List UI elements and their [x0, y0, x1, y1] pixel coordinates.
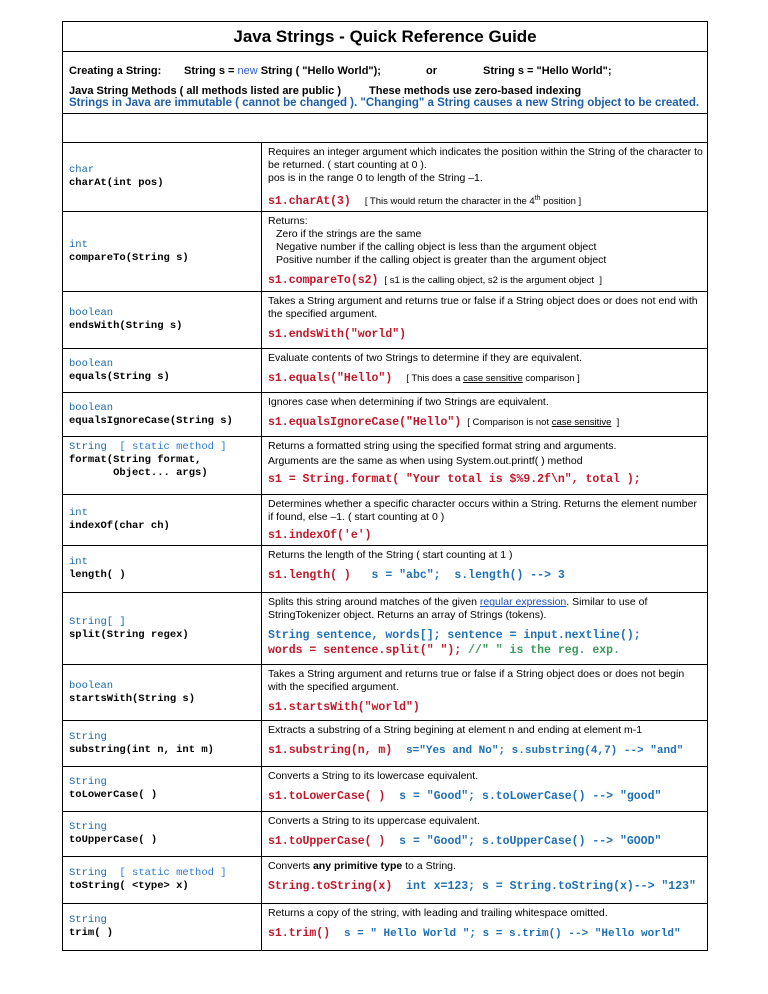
example-usage: int x=123; s = String.toString(x)--> "123": [406, 880, 696, 894]
method-signature: length( ): [69, 569, 126, 582]
table-row: [63, 393, 707, 437]
example-note: [ s1 is the calling object, s2 is the argument object ]: [384, 275, 602, 287]
regular-expression-link[interactable]: regular expression: [479, 596, 567, 609]
page-title: Java Strings - Quick Reference Guide: [63, 22, 707, 52]
method-signature: format(String format, Object... args): [69, 454, 208, 480]
return-type: String [ static method ]: [69, 441, 227, 454]
reference-sheet: [62, 21, 708, 951]
method-signature: toLowerCase( ): [69, 789, 158, 802]
table-row: [63, 767, 707, 812]
return-type: int: [69, 556, 88, 569]
return-type: String: [69, 913, 107, 926]
method-description: Returns a formatted string using the specified format string and arguments.: [268, 440, 617, 453]
example-usage: s = "abc"; s.length() --> 3: [371, 569, 565, 583]
example-note: [ This does a case sensitive comparison ]: [406, 373, 580, 385]
method-signature: endsWith(String s): [69, 320, 183, 333]
creating-label: Creating a String:: [69, 65, 162, 77]
method-description: Returns:: [268, 215, 308, 228]
return-type: int: [69, 507, 88, 520]
table-row: [63, 546, 707, 593]
method-description: Requires an integer argument which indicates the position within the String of the character to be returned. ( start counting at 0 ).: [268, 146, 703, 171]
creating-code: String s = new String ( "Hello World");: [184, 65, 381, 77]
table-row: [63, 857, 707, 904]
immutable-note: Strings in Java are immutable ( cannot be changed ). "Changing" a String causes a new String object to be created.: [69, 97, 700, 109]
return-type: String [ static method ]: [69, 867, 227, 880]
return-type: boolean: [69, 679, 114, 692]
example-usage: s="Yes and No"; s.substring(4,7) --> "and": [406, 745, 684, 758]
table-row: [63, 495, 707, 546]
method-description: Converts a String to its lowercase equivalent.: [268, 770, 479, 783]
method-example: s1 = String.format( "Your total is $%9.2f\n", total );: [268, 473, 641, 487]
return-type: String: [69, 730, 107, 743]
method-signature: trim( ): [69, 926, 114, 939]
table-row: [63, 437, 707, 495]
method-example: s1.startsWith("world"): [268, 701, 420, 715]
method-signature: indexOf(char ch): [69, 520, 170, 533]
table-row: [63, 665, 707, 721]
method-signature: compareTo(String s): [69, 251, 189, 264]
code-line: words = sentence.split(" "); //" " is the reg. exp.: [268, 644, 620, 658]
return-case: Negative number if the calling object is less than the argument object: [276, 241, 597, 254]
return-type: boolean: [69, 401, 114, 414]
code-line: String sentence, words[]; sentence = input.nextline();: [268, 629, 641, 643]
method-example: s1.equalsIgnoreCase("Hello") [ Comparison is not case sensitive ]: [268, 416, 620, 430]
method-description: Determines whether a specific character occurs within a String. Returns the element number if found, else –1. ( start counting at 0 ): [268, 498, 697, 524]
method-example: s1.length( ) s = "abc"; s.length() --> 3: [268, 569, 565, 583]
method-description: Converts a String to its uppercase equivalent.: [268, 815, 480, 828]
method-description: Returns the length of the String ( start counting at 1 ): [268, 549, 513, 562]
code-comment: //" " is the reg. exp.: [468, 644, 620, 658]
method-signature: equalsIgnoreCase(String s): [69, 414, 233, 427]
table-row: [63, 593, 707, 665]
example-usage: s = "Good"; s.toUpperCase() --> "GOOD": [399, 835, 662, 849]
table-row: [63, 212, 707, 292]
method-example: s1.compareTo(s2) [ s1 is the calling object, s2 is the argument object ]: [268, 274, 602, 288]
methods-table: [63, 142, 707, 950]
new-keyword: new: [237, 65, 258, 77]
return-case: Zero if the strings are the same: [276, 228, 422, 241]
static-tag: [ static method ]: [119, 441, 227, 454]
methods-label: Java String Methods ( all methods listed are public ): [69, 85, 341, 97]
table-row: [63, 721, 707, 767]
or-text: or: [426, 65, 437, 77]
method-example: s1.substring(n, m) s="Yes and No"; s.substring(4,7) --> "and": [268, 744, 684, 758]
return-type: String[ ]: [69, 615, 126, 628]
return-type: char: [69, 164, 95, 177]
method-signature: charAt(int pos): [69, 177, 164, 190]
method-description-2: pos is in the range 0 to length of the String –1.: [268, 172, 483, 184]
return-type: int: [69, 238, 88, 251]
table-row: [63, 904, 707, 950]
table-row: [63, 292, 707, 349]
method-example: s1.toUpperCase( ) s = "Good"; s.toUpperCase() --> "GOOD": [268, 835, 662, 849]
return-type: String: [69, 821, 107, 834]
method-signature: startsWith(String s): [69, 692, 196, 705]
table-row: [63, 143, 707, 212]
method-description: Extracts a substring of a String begining at element n and ending at element m-1: [268, 724, 643, 737]
method-signature: toUpperCase( ): [69, 834, 158, 847]
return-case: Positive number if the calling object is greater than the argument object: [276, 254, 607, 267]
table-row: [63, 349, 707, 393]
method-description-2: Arguments are the same as when using System.out.printf( ) method: [268, 455, 583, 468]
example-note: [ Comparison is not case sensitive ]: [467, 417, 620, 429]
method-example: s1.equals("Hello") [ This does a case sensitive comparison ]: [268, 372, 580, 386]
method-signature: equals(String s): [69, 370, 170, 383]
method-example: s1.indexOf('e'): [268, 529, 372, 543]
example-usage: s = "Good"; s.toLowerCase() --> "good": [399, 790, 662, 804]
method-signature: split(String regex): [69, 628, 189, 641]
method-description: Splits this string around matches of the given regular expression. Similar to use of StringTokenizer object. Returns an array of Strings (tokens).: [268, 596, 648, 622]
creating-alt-code: String s = "Hello World";: [483, 65, 612, 77]
method-description: Returns a copy of the string, with leading and trailing whitespace omitted.: [268, 907, 608, 920]
method-signature: substring(int n, int m): [69, 743, 214, 756]
example-usage: s = " Hello World "; s = s.trim() --> "Hello world": [343, 928, 681, 941]
static-tag: [ static method ]: [119, 867, 227, 880]
return-type: boolean: [69, 307, 114, 320]
method-description: Takes a String argument and returns true or false if a String object does or does not end with the specified argument.: [268, 295, 698, 321]
example-note: [ This would return the character in the 4th position ]: [364, 195, 582, 208]
method-description: Converts any primitive type to a String.: [268, 860, 456, 873]
method-example: String.toString(x) int x=123; s = String.toString(x)--> "123": [268, 880, 696, 894]
method-example: s1.toLowerCase( ) s = "Good"; s.toLowerCase() --> "good": [268, 790, 662, 804]
method-signature: toString( <type> x): [69, 880, 189, 893]
method-example: s1.endsWith("world"): [268, 328, 407, 342]
method-example: s1.charAt(3) [ This would return the character in the 4th position ]: [268, 195, 582, 209]
return-type: boolean: [69, 357, 114, 370]
zero-based-note: These methods use zero-based indexing: [369, 85, 582, 97]
table-row: [63, 812, 707, 857]
method-description: Ignores case when determining if two Strings are equivalent.: [268, 396, 549, 409]
method-example: s1.trim() s = " Hello World "; s = s.trim() --> "Hello world": [268, 927, 681, 941]
return-type: String: [69, 776, 107, 789]
method-description: Takes a String argument and returns true or false if a String object does or does not begin with the specified argument.: [268, 668, 685, 694]
method-description: Evaluate contents of two Strings to determine if they are equivalent.: [268, 352, 583, 365]
